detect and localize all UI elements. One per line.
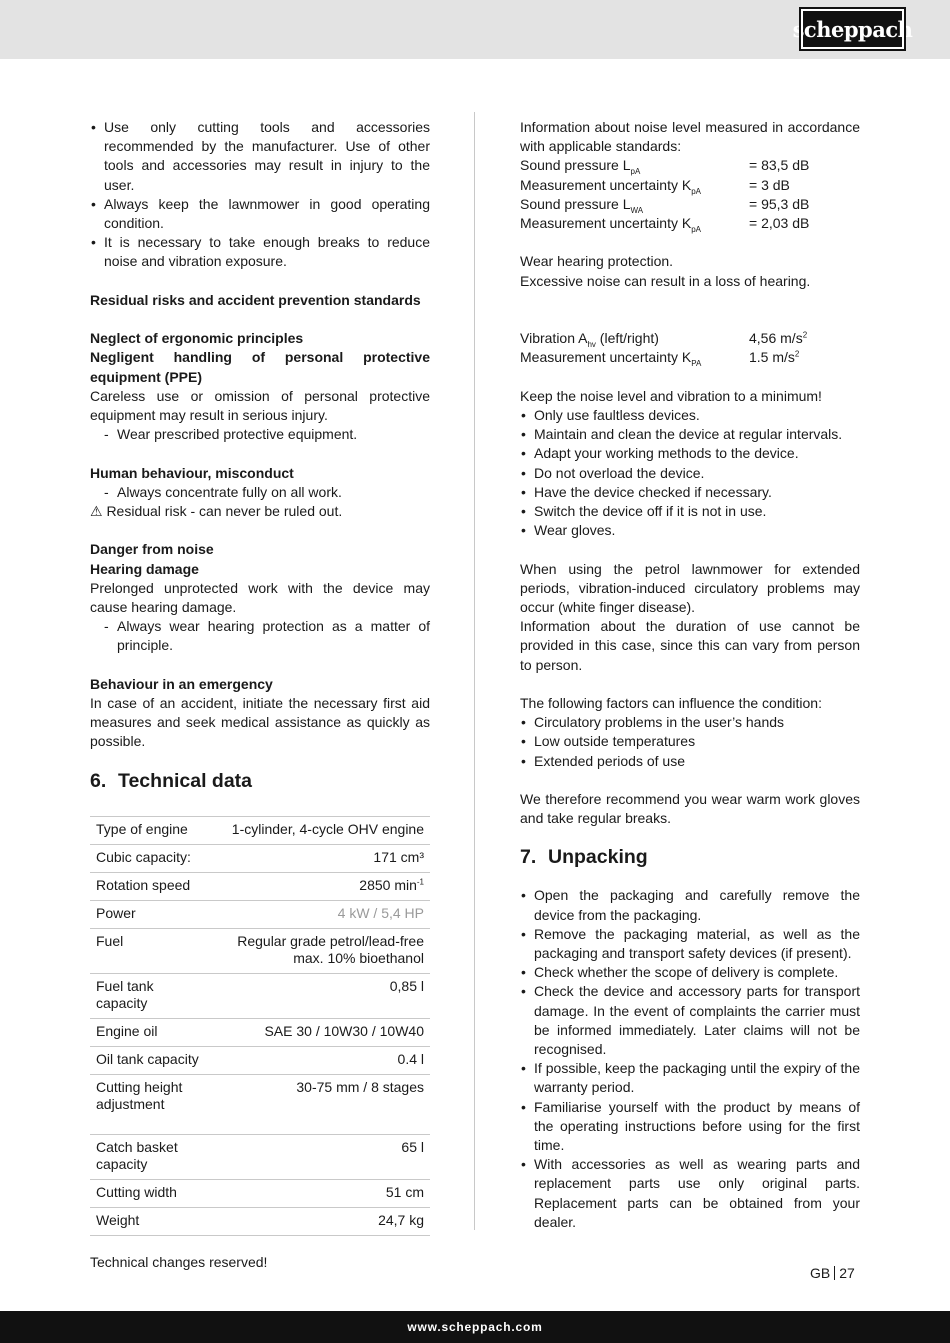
hearing-damage-text: Prelonged unprotected work with the device may cause hearing damage. [90, 579, 430, 616]
vibration-row: Vibration $A_{hv}$ (left/right) 4,56 $m/s^2$ [520, 330, 808, 349]
hearing-damage-heading: Hearing damage [90, 560, 199, 577]
column-divider [474, 112, 475, 1230]
vibration-row: Measurement uncertainty $K_{PA}$ 1.5 $m/s^2$ [520, 349, 800, 369]
table-row [90, 1074, 430, 1134]
list-item: - Always wear hearing protection as a matter of principle. [90, 617, 430, 655]
human-behaviour-heading: Human behaviour, misconduct [90, 464, 294, 481]
residual-risks-heading: Residual risks and accident prevention standards [90, 291, 421, 308]
row-value: 24,7 kg [212, 1207, 430, 1235]
section-title: Unpacking [548, 846, 648, 869]
row-label: Engine oil [90, 1018, 212, 1046]
intro-bullet-list [90, 118, 430, 272]
row-label: Cutting height adjustment [90, 1074, 212, 1134]
residual-risk-note: ⚠ Residual risk - can never be ruled out. [90, 503, 343, 520]
row-label: Catch basket capacity [90, 1134, 212, 1179]
recommend-text: We therefore recommend you wear warm work gloves and take regular breaks. [520, 791, 860, 827]
row-value: 2850 $\min^{-1}$ [212, 872, 430, 900]
list-item: - Always concentrate fully on all work. [90, 483, 430, 502]
table-row [90, 973, 430, 1018]
emergency-heading: Behaviour in an emergency [90, 675, 273, 692]
noise-row: Measurement uncertainty $K_{pA}$ = 2,03 dB [520, 215, 810, 234]
row-label: Power [90, 900, 212, 928]
separator [834, 1266, 835, 1280]
row-label: Cutting width [90, 1179, 212, 1207]
table-row [90, 900, 430, 928]
ergonomic-heading: Neglect of ergonomic principles [90, 330, 304, 347]
petrol-vibration-text: When using the petrol lawnmower for extended periods, vibration-induced circulatory problems may occur (white finger disease). [520, 560, 860, 615]
human-dash-list [90, 483, 430, 502]
table-row [90, 1207, 430, 1235]
technical-changes-note: Technical changes reserved! [90, 1253, 268, 1270]
table-row [90, 1046, 430, 1074]
excessive-noise-warning: Excessive noise can result in a loss of hearing. [520, 272, 811, 289]
technical-data-table [90, 816, 430, 1236]
noise-row: Measurement uncertainty $K_{pA}$ = 3 dB [520, 176, 790, 196]
factors-intro: The following factors can influence the condition: [520, 695, 822, 711]
list-item: • Familiarise yourself with the product by means of the operating instructions before using for the first time. [520, 1098, 860, 1156]
page-num: 27 [839, 1265, 855, 1281]
list-item: • Always keep the lawnmower in good operating condition. [90, 195, 430, 233]
list-item: • Check the device and accessory parts for transport damage. In the event of complaints the carrier must be informed immediately. Later claims will not be recognised. [520, 982, 860, 1059]
table-row [90, 928, 430, 973]
list-item: • Switch the device off if it is not in use. [520, 502, 860, 521]
noise-values [520, 156, 860, 233]
row-label: Type of engine [90, 816, 212, 844]
list-item: • With accessories as well as wearing parts and replacement parts use only original parts. Replacement parts can be obtained from your dealer. [520, 1155, 860, 1232]
list-item: • Extended periods of use [520, 752, 860, 771]
right-column [520, 118, 860, 1232]
section-7-heading [520, 845, 860, 869]
table-row [90, 872, 430, 900]
unpacking-bullet-list [520, 886, 860, 1232]
list-item: • It is necessary to take enough breaks to reduce noise and vibration exposure. [90, 233, 430, 271]
website-link[interactable]: www.scheppach.com [407, 1320, 543, 1334]
row-label: Fuel [90, 928, 212, 973]
list-item: • Circulatory problems in the user’s hands [520, 713, 860, 732]
section-6-heading [90, 769, 430, 793]
factors-bullet-list [520, 713, 860, 771]
noise-row: Sound pressure $L_{pA}$ = 83,5 dB [520, 157, 810, 177]
section-number: 6. [90, 769, 107, 792]
list-item: • Use only cutting tools and accessories recommended by the manufacturer. Use of other tools and accessories may result in injury to the user. [90, 118, 430, 195]
ppe-text: Careless use or omission of personal protective equipment may result in serious injury. [90, 387, 430, 424]
row-label: Rotation speed [90, 872, 212, 900]
row-value: 30-75 mm / 8 stages [212, 1074, 430, 1134]
list-item: • Only use faultless devices. [520, 406, 860, 425]
noise-danger-heading: Danger from noise [90, 541, 214, 558]
list-item: • Do not overload the device. [520, 464, 860, 483]
hearing-dash-list [90, 617, 430, 655]
scheppach-logo: scheppach [801, 9, 904, 49]
table-row [90, 844, 430, 872]
row-value: 4 kW / 5,4 HP [212, 900, 430, 928]
list-item: • Check whether the scope of delivery is complete. [520, 963, 860, 982]
section-number: 7. [520, 846, 537, 869]
list-item: • Have the device checked if necessary. [520, 483, 860, 502]
keep-minimum-text: Keep the noise level and vibration to a minimum! [520, 387, 822, 404]
duration-info-text: Information about the duration of use cannot be provided in this case, since this can vary from person to person. [520, 618, 860, 673]
table-row [90, 816, 430, 844]
table-row [90, 1018, 430, 1046]
list-item: • Adapt your working methods to the device. [520, 444, 860, 463]
left-column [90, 118, 430, 1272]
row-value: Regular grade petrol/lead-free max. 10% bioethanol [212, 928, 430, 973]
language-code: GB [810, 1265, 831, 1281]
list-item: • Wear gloves. [520, 521, 860, 540]
vibration-values [520, 329, 860, 367]
row-value: 51 cm [212, 1179, 430, 1207]
header-bar [0, 0, 950, 59]
section-title: Technical data [118, 769, 253, 792]
page-number [810, 1265, 855, 1281]
row-value: SAE 30 / 10W30 / 10W40 [212, 1018, 430, 1046]
table-row [90, 1134, 430, 1179]
list-item: - Wear prescribed protective equipment. [90, 425, 430, 444]
wear-hearing-protection: Wear hearing protection. [520, 253, 674, 270]
row-label: Fuel tank capacity [90, 973, 212, 1018]
list-item: • Low outside temperatures [520, 732, 860, 751]
list-item: • Open the packaging and carefully remove the device from the packaging. [520, 886, 860, 924]
list-item: • If possible, keep the packaging until the expiry of the warranty period. [520, 1059, 860, 1097]
ppe-dash-list [90, 425, 430, 444]
row-value: 1-cylinder, 4-cycle OHV engine [212, 816, 430, 844]
noise-row: Sound pressure $L_{WA}$ = 95,3 dB [520, 195, 810, 215]
row-label: Oil tank capacity [90, 1046, 212, 1074]
row-label: Cubic capacity: [90, 844, 212, 872]
list-item: • Remove the packaging material, as well as the packaging and transport safety devices (if present). [520, 925, 860, 963]
table-row [90, 1179, 430, 1207]
row-value: 171 cm³ [212, 844, 430, 872]
minimum-bullet-list [520, 406, 860, 540]
footer-bar [0, 1311, 950, 1343]
ppe-heading: Negligent handling of personal protective equipment (PPE) [90, 349, 430, 385]
list-item: • Maintain and clean the device at regular intervals. [520, 425, 860, 444]
noise-info-text: Information about noise level measured in accordance with applicable standards: [520, 119, 860, 155]
row-value: 0,85 l [212, 973, 430, 1018]
row-value: 0.4 l [212, 1046, 430, 1074]
row-label: Weight [90, 1207, 212, 1235]
emergency-text: In case of an accident, initiate the necessary first aid measures and seek medical assistance as quickly as possible. [90, 695, 430, 750]
row-value: 65 l [212, 1134, 430, 1179]
